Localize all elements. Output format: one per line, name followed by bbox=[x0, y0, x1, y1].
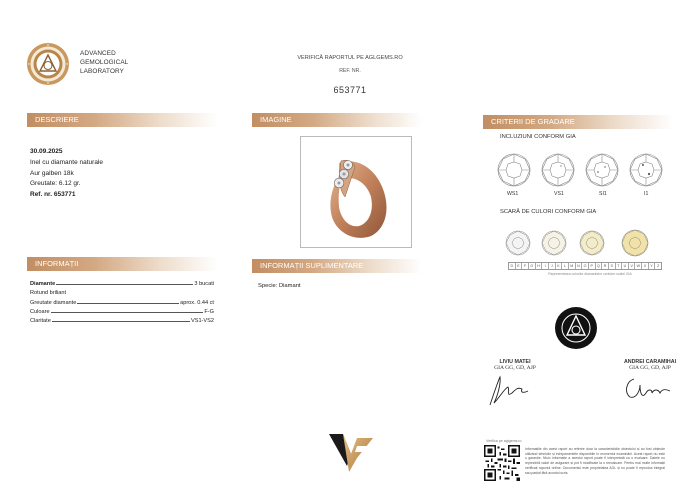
signature-block-1 bbox=[470, 359, 560, 416]
color-grade-cell: L bbox=[562, 263, 569, 269]
info-value: 3 bucati bbox=[194, 281, 214, 288]
ref-number: 653771 bbox=[333, 85, 367, 95]
color-scale-title: SCARĂ DE CULORI CONFORM GIA bbox=[500, 209, 597, 215]
signer-name: LIVIU MATEI bbox=[499, 359, 531, 365]
info-key: Rotund briliant bbox=[30, 290, 67, 297]
color-grade-cell: Z bbox=[657, 264, 660, 268]
description-line-1: Inel cu diamante naturale bbox=[30, 158, 103, 166]
signer-credentials: GIA GG, GD, AJP bbox=[629, 365, 671, 371]
lab-name-line-1: ADVANCED bbox=[80, 50, 116, 57]
section-criterii: CRITERII DE GRADARE bbox=[483, 115, 673, 129]
color-grade-cell: D bbox=[509, 263, 516, 269]
color-grade-cell: I bbox=[542, 263, 549, 269]
disclaimer-text: Informațiile din acest raport au referire doar la caracteristicile obiectului și au fost obținute utilizând tehnicile și echipamentele disponibile în momentul examinării. Acest raport nu este o garanție. Nicio informație a acestui raport poate fi interpretată ca o evaluare. Datele nu reprezintă valori de asigurare și pot fi modificate la o reevaluare. Pentru mai multe informații verificați raportul online. Documentul este proprietatea AGL și nu poate fi reprodus integral sau parțial fără acordul scris. bbox=[525, 447, 665, 475]
color-grade-cell: V bbox=[629, 263, 636, 269]
color-grade-cell: E bbox=[516, 263, 523, 269]
section-descriere: DESCRIERE bbox=[27, 113, 217, 127]
leader-line bbox=[56, 284, 193, 285]
lab-seal-logo bbox=[26, 42, 70, 86]
qr-caption: Verifica pe aglgems.ro bbox=[486, 439, 522, 443]
info-value: aprox. 0.44 ct bbox=[180, 299, 214, 306]
section-suplimentare: INFORMAȚII SUPLIMENTARE bbox=[252, 259, 422, 273]
info-key: Claritate bbox=[30, 317, 51, 324]
info-row-weight bbox=[30, 296, 214, 305]
grade-label: WS1 bbox=[507, 191, 519, 197]
agl-logo-icon bbox=[555, 307, 597, 349]
leader-line bbox=[52, 321, 190, 322]
brand-logo-icon bbox=[327, 428, 375, 476]
color-grade-cell: O bbox=[582, 263, 589, 269]
section-imagine: IMAGINE bbox=[252, 113, 422, 127]
info-key: Greutate diamante bbox=[30, 299, 77, 306]
grade-label: SI1 bbox=[599, 191, 607, 197]
signature-mark bbox=[616, 371, 676, 405]
signer-name: ANDREI CARAMIHAI bbox=[623, 359, 677, 365]
info-row-color bbox=[30, 306, 214, 315]
info-row-clarity bbox=[30, 315, 214, 324]
info-key: Culoare bbox=[30, 308, 50, 315]
info-value: VS1-VS2 bbox=[190, 317, 214, 324]
description-date: 30.09.2025 bbox=[30, 148, 63, 155]
signature-mark bbox=[482, 371, 542, 411]
signer-credentials: GIA GG, GD, AJP bbox=[494, 365, 536, 371]
info-row-cut bbox=[30, 287, 214, 296]
qr-code[interactable] bbox=[484, 445, 520, 481]
grade-label: VS1 bbox=[554, 191, 564, 197]
description-block bbox=[30, 147, 103, 201]
color-grade-cell: S bbox=[609, 263, 616, 269]
color-grade-cell: G bbox=[529, 263, 536, 269]
info-value: F-G bbox=[204, 308, 214, 315]
description-ref: Ref. nr. 653771 bbox=[30, 191, 76, 199]
color-grade-cell: T bbox=[616, 263, 623, 269]
color-grade-cell: P bbox=[589, 263, 596, 269]
color-scale-caption: Reprezentarea culorilor diamantelor conform scalei GIA bbox=[548, 272, 632, 276]
color-grade-cell: U bbox=[622, 263, 629, 269]
color-grade-cell: X bbox=[642, 263, 649, 269]
color-grade-cell: Y bbox=[649, 263, 656, 269]
color-grade-cell: W bbox=[635, 263, 642, 269]
supplementary-species: Specie: Diamant bbox=[258, 283, 301, 289]
color-grade-cell: R bbox=[602, 263, 609, 269]
inclusions-title: INCLUZIUNI CONFORM GIA bbox=[500, 134, 576, 140]
lab-name-line-3: LABORATORY bbox=[80, 68, 124, 75]
color-grade-cell: M bbox=[569, 263, 576, 269]
color-grade-cell: J bbox=[549, 263, 556, 269]
grade-label: I1 bbox=[644, 191, 649, 197]
ring-image bbox=[300, 136, 412, 248]
color-grade-cell: Q bbox=[596, 263, 603, 269]
info-key: Diamante bbox=[30, 281, 56, 288]
description-line-2: Aur galben 18k bbox=[30, 169, 74, 177]
signature-block-2 bbox=[610, 359, 690, 410]
color-grade-cell: N bbox=[576, 263, 583, 269]
verify-link-text[interactable]: VERIFICĂ RAPORTUL PE AGLGEMS.RO bbox=[297, 55, 403, 61]
lab-name-line-2: GEMOLOGICAL bbox=[80, 59, 129, 66]
leader-line bbox=[77, 303, 179, 304]
leader-line bbox=[51, 312, 204, 313]
color-grade-cell: F bbox=[522, 263, 529, 269]
color-grade-cell: K bbox=[556, 263, 563, 269]
color-grade-cell: H bbox=[536, 263, 543, 269]
info-row-diamante bbox=[30, 278, 214, 287]
ref-label: REF. NR. bbox=[339, 68, 361, 74]
color-grade-bar bbox=[508, 262, 662, 270]
section-informatii: INFORMAȚII bbox=[27, 257, 217, 271]
info-table bbox=[30, 278, 214, 324]
description-line-3: Greutate: 6.12 gr. bbox=[30, 180, 81, 188]
color-diamonds bbox=[505, 228, 665, 260]
